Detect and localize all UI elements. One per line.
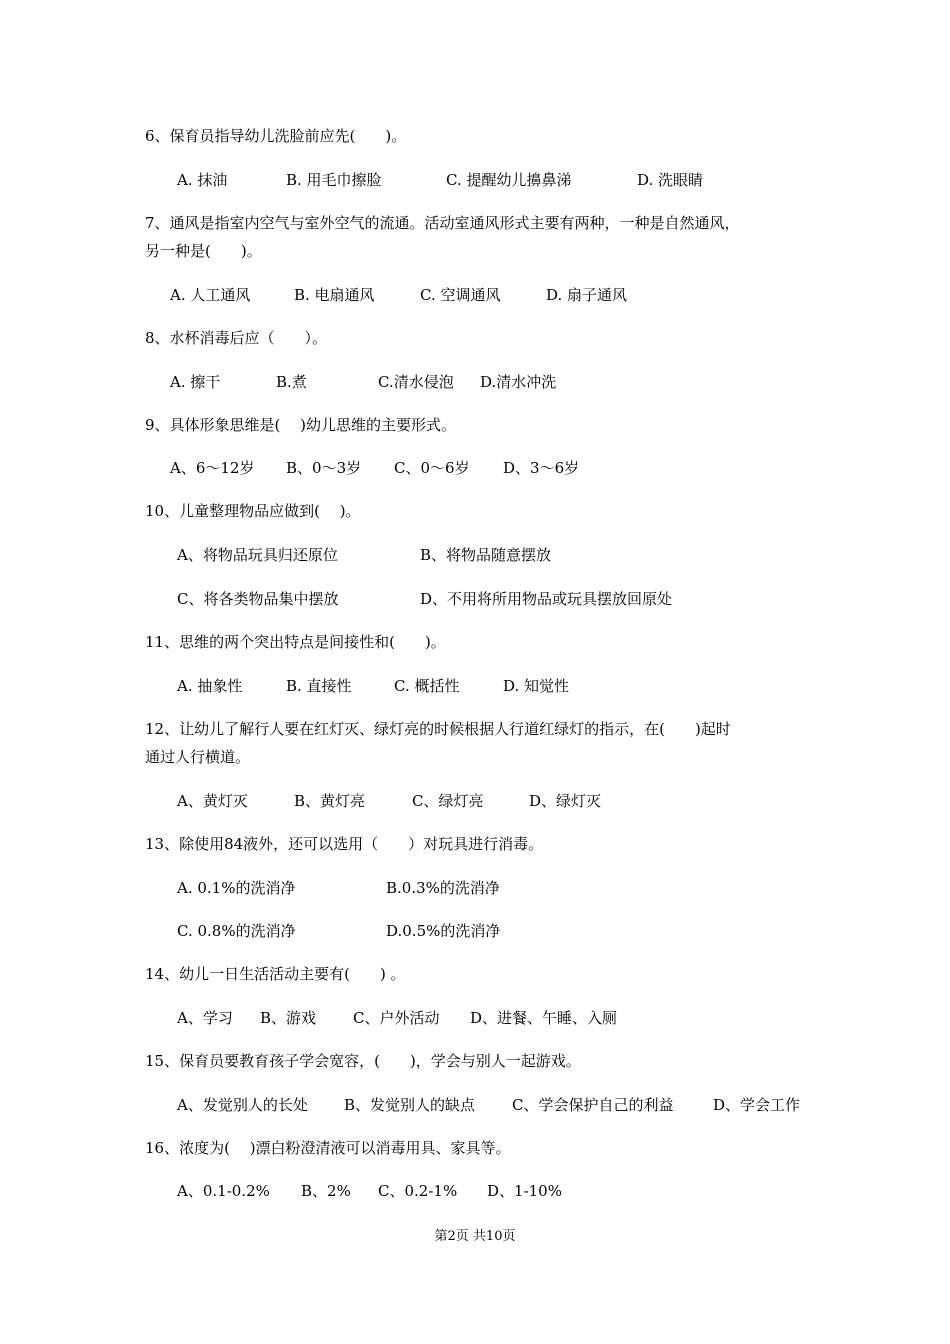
question-6-option-b: B. 用毛巾擦脸 [286,171,382,189]
question-6-option-c: C. 提醒幼儿擤鼻涕 [446,171,572,189]
question-8-option-c: C.清水侵泡 [378,373,454,391]
question-10-option-d: D、不用将所用物品或玩具摆放回原处 [420,590,673,608]
question-14-option-b: B、游戏 [260,1009,317,1027]
question-6-option-a: A. 抹油 [177,171,228,189]
question-10-option-a: A、将物品玩具归还原位 [177,546,338,564]
question-16-option-a: A、0.1-0.2% [177,1182,270,1200]
question-11-stem: 11、思维的两个突出特点是间接性和( )。 [145,633,446,651]
question-16-option-d: D、1-10% [487,1182,562,1200]
question-13-option-b: B.0.3%的洗消净 [386,879,500,897]
page-number-footer: 第2页 共10页 [434,1229,516,1244]
question-7-option-a: A. 人工通风 [170,286,251,304]
question-16-option-b: B、2% [301,1182,351,1200]
question-6-stem: 6、保育员指导幼儿洗脸前应先( )。 [145,127,407,145]
question-8-option-d: D.清水冲洗 [480,373,557,391]
question-15-option-b: B、发觉别人的缺点 [344,1096,476,1114]
question-7-stem-line2: 另一种是( )。 [145,242,262,260]
question-14-option-d: D、进餐、午睡、入厕 [470,1009,618,1027]
question-9-option-d: D、3～6岁 [503,459,580,477]
question-6-option-d: D. 洗眼睛 [637,171,704,189]
question-9-option-a: A、6～12岁 [170,459,255,477]
question-11-option-c: C. 概括性 [394,677,460,695]
question-13-option-c: C. 0.8%的洗消净 [177,922,296,940]
question-9-option-b: B、0～3岁 [286,459,362,477]
question-12-option-b: B、黄灯亮 [294,792,366,810]
question-13-option-a: A. 0.1%的洗消净 [177,879,296,897]
question-7-stem-line1: 7、通风是指室内空气与室外空气的流通。活动室通风形式主要有两种，一种是自然通风， [145,214,740,232]
question-10-option-c: C、将各类物品集中摆放 [177,590,339,608]
question-15-option-a: A、发觉别人的长处 [177,1096,308,1114]
question-12-option-a: A、黄灯灭 [177,792,248,810]
question-8-stem: 8、水杯消毒后应（ ）。 [145,329,328,347]
question-7-option-c: C. 空调通风 [420,286,501,304]
question-12-option-d: D、绿灯灭 [529,792,602,810]
question-9-stem: 9、具体形象思维是( )幼儿思维的主要形式。 [145,416,457,434]
question-14-option-a: A、学习 [177,1009,233,1027]
question-15-stem: 15、保育员要教育孩子学会宽容，( )，学会与别人一起游戏。 [145,1052,581,1070]
question-12-stem-line2: 通过人行横道。 [145,748,251,766]
question-13-option-d: D.0.5%的洗消净 [386,922,501,940]
question-8-option-a: A. 擦干 [170,373,221,391]
question-15-option-c: C、学会保护自己的利益 [512,1096,674,1114]
question-11-option-a: A. 抽象性 [177,677,243,695]
question-14-stem: 14、幼儿一日生活活动主要有( ) 。 [145,965,406,983]
question-10-option-b: B、将物品随意摆放 [420,546,552,564]
question-8-option-b: B.煮 [276,373,307,391]
question-11-option-d: D. 知觉性 [503,677,570,695]
question-9-option-c: C、0～6岁 [394,459,470,477]
question-15-option-d: D、学会工作 [713,1096,801,1114]
question-16-option-c: C、0.2-1% [378,1182,458,1200]
question-16-stem: 16、浓度为( )漂白粉澄清液可以消毒用具、家具等。 [145,1139,511,1157]
question-7-option-d: D. 扇子通风 [546,286,628,304]
question-11-option-b: B. 直接性 [286,677,352,695]
question-12-option-c: C、绿灯亮 [412,792,484,810]
question-10-stem: 10、儿童整理物品应做到( )。 [145,502,361,520]
question-12-stem-line1: 12、让幼儿了解行人要在红灯灭、绿灯亮的时候根据人行道红绿灯的指示，在( )起时 [145,720,731,738]
question-14-option-c: C、户外活动 [353,1009,440,1027]
question-13-stem: 13、除使用84液外，还可以选用（ ）对玩具进行消毒。 [145,835,544,853]
question-7-option-b: B. 电扇通风 [294,286,375,304]
